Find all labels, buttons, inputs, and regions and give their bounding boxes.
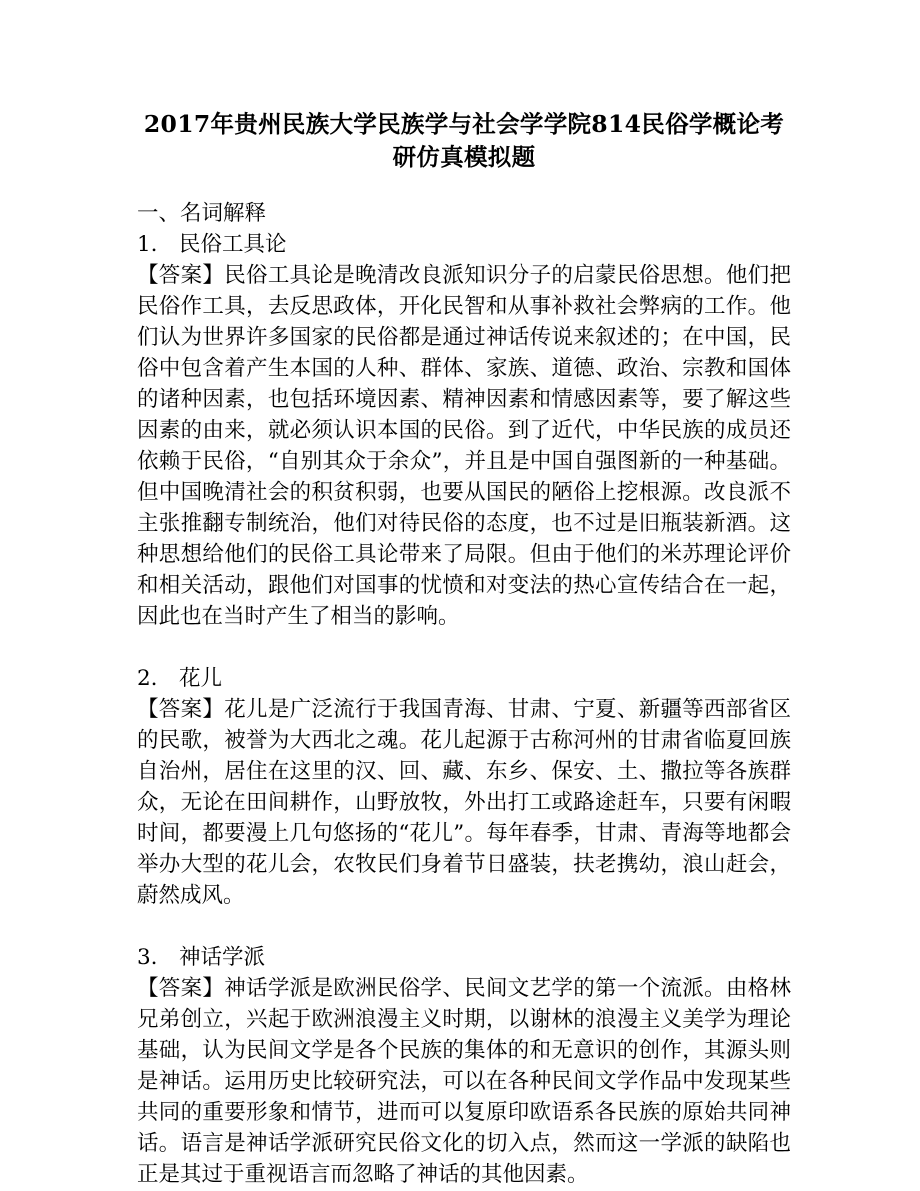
section-heading-terms: 一、名词解释: [137, 201, 267, 226]
paragraph-gap: [137, 632, 791, 663]
term-item-3: [137, 942, 791, 1190]
term-answer-2: 【答案】花儿是广泛流行于我国青海、甘肃、宁夏、新疆等西部省区的民歌，被誉为大西北之魂。花儿起源于古称河州的甘肃省临夏回族自治州，居住在这里的汉、回、藏、东乡、保安、土、撒拉等各族群众，无论在田间耕作，山野放牧，外出打工或路途赶车，只要有闲暇时间，都要漫上几句悠扬的“花儿”。每年春季，甘肃、青海等地都会举办大型的花儿会，农牧民们身着节日盛装，扶老携幼，浪山赶会，蔚然成风。: [137, 697, 791, 908]
paragraph-gap: [137, 911, 791, 942]
term-answer-1: 【答案】民俗工具论是晚清改良派知识分子的启蒙民俗思想。他们把民俗作工具，去反思政体，开化民智和从事补救社会弊病的工作。他们认为世界许多国家的民俗都是通过神话传说来叙述的；在中国，民俗中包含着产生本国的人种、群体、家族、道德、政治、宗教和国体的诸种因素，也包括环境因素、精神因素和情感因素等，要了解这些因素的由来，就必须认识本国的民俗。到了近代，中华民族的成员还依赖于民俗，“自别其众于余众”，并且是中国自强图新的一种基础。但中国晚清社会的积贫积弱，也要从国民的陋俗上挖根源。改良派不主张推翻专制统治，他们对待民俗的态度，也不过是旧瓶装新酒。这种思想给他们的民俗工具论带来了局限。但由于他们的米苏理论评价和相关活动，跟他们对国事的忧愤和对变法的热心宣传结合在一起，因此也在当时产生了相当的影响。: [137, 263, 791, 629]
page-title: 2017年贵州民族大学民族学与社会学学院814民俗学概论考研仿真模拟题: [143, 110, 785, 171]
document-body: [137, 198, 791, 1190]
term-heading-1: 1. 民俗工具论: [137, 232, 287, 257]
term-heading-3: 3. 神话学派: [137, 945, 266, 970]
term-item-2: [137, 663, 791, 911]
term-answer-3: 【答案】神话学派是欧洲民俗学、民间文艺学的第一个流派。由格林兄弟创立，兴起于欧洲浪漫主义时期，以谢林的浪漫主义美学为理论基础，认为民间文学是各个民族的集体的和无意识的创作，其源头则是神话。运用历史比较研究法，可以在各种民间文学作品中发现某些共同的重要形象和情节，进而可以复原印欧语系各民族的原始共同神话。语言是神话学派研究民俗文化的切入点，然而这一学派的缺陷也正是其过于重视语言而忽略了神话的其他因素。: [137, 976, 791, 1187]
term-heading-2: 2. 花儿: [137, 666, 223, 691]
term-item-1: [137, 229, 791, 632]
